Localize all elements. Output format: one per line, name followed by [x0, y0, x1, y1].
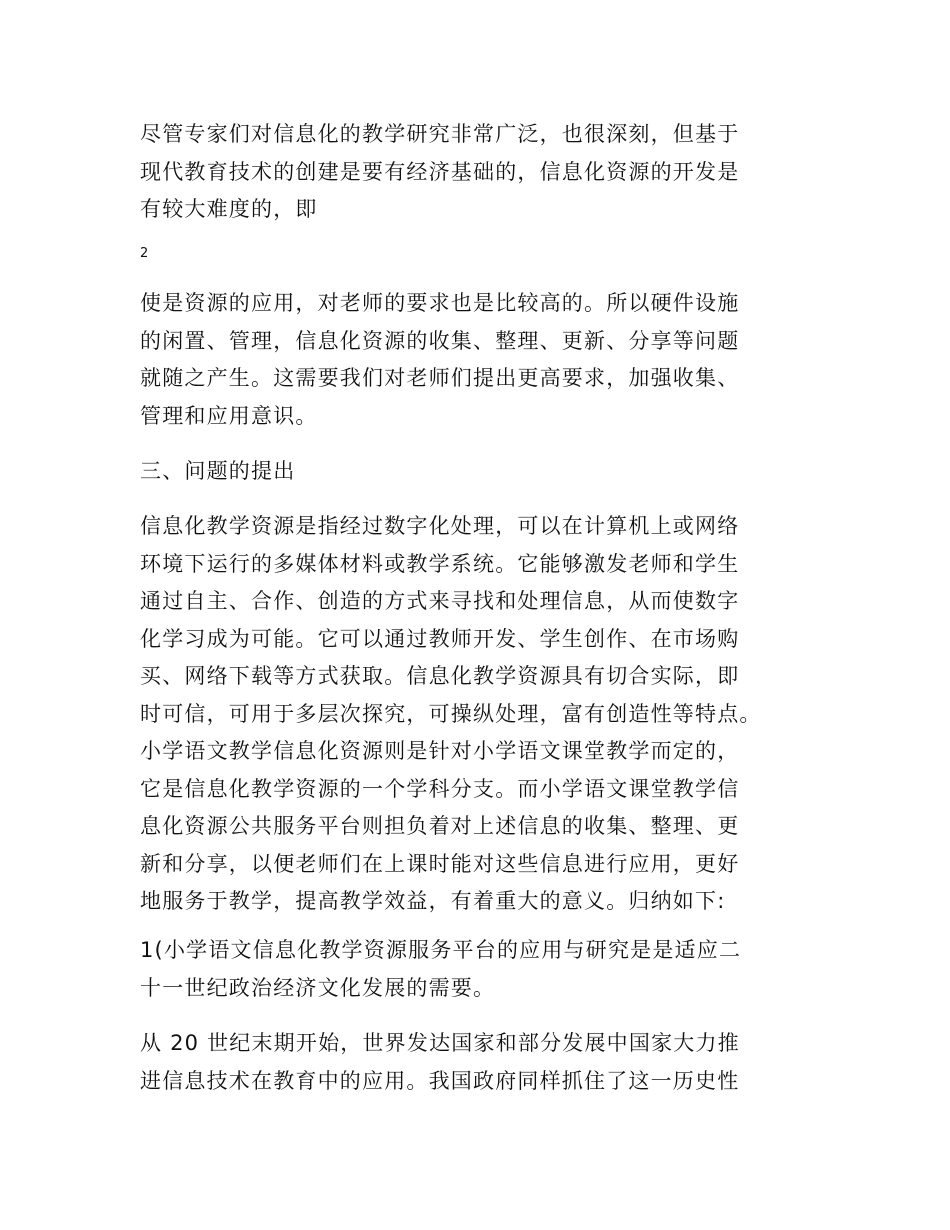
text-line: 新和分享，以便老师们在上课时能对这些信息进行应用，更好 — [140, 851, 740, 876]
text-line: 时可信，可用于多层次探究，可操纵处理，富有创造性等特点。 — [140, 701, 762, 726]
text-line: 从 20 世纪末期开始，世界发达国家和部分发展中国家大力推 — [140, 1031, 740, 1055]
paragraph-4 — [140, 932, 830, 1007]
page-number: 2 — [140, 246, 149, 261]
text-line: 十一世纪政治经济文化发展的需要。 — [140, 975, 496, 1000]
text-line: 它是信息化教学资源的一个学科分支。而小学语文课堂教学信 — [140, 776, 740, 801]
text-line: 信息化教学资源是指经过数字化处理，可以在计算机上或网络 — [140, 514, 740, 538]
text-line: 环境下运行的多媒体材料或教学系统。它能够激发老师和学生 — [140, 551, 740, 576]
paragraph-2 — [140, 285, 830, 435]
text-line: 地服务于教学，提高教学效益，有着重大的意义。归纳如下: — [140, 889, 726, 913]
paragraph-1 — [140, 116, 830, 229]
paragraph-3 — [140, 508, 830, 921]
text-line: 通过自主、合作、创造的方式来寻找和处理信息，从而使数字 — [140, 589, 740, 613]
text-line: 化学习成为可能。它可以通过教师开发、学生创作、在市场购 — [140, 626, 740, 651]
text-line: 尽管专家们对信息化的教学研究非常广泛，也很深刻，但基于 — [140, 122, 740, 146]
text-line: 进信息技术在教育中的应用。我国政府同样抓住了这一历史性 — [140, 1068, 740, 1093]
text-line: 买、网络下载等方式获取。信息化教学资源具有切合实际，即 — [140, 664, 740, 688]
section-heading: 三、问题的提出 — [140, 459, 296, 483]
text-line: 1(小学语文信息化教学资源服务平台的应用与研究是是适应二 — [140, 938, 742, 962]
text-line: 息化资源公共服务平台则担负着对上述信息的收集、整理、更 — [140, 814, 740, 838]
text-line: 使是资源的应用，对老师的要求也是比较高的。所以硬件设施 — [140, 291, 740, 315]
text-line: 小学语文教学信息化资源则是针对小学语文课堂教学而定的， — [140, 739, 740, 763]
text-line: 有较大难度的，即 — [140, 197, 318, 221]
text-line: 现代教育技术的创建是要有经济基础的，信息化资源的开发是 — [140, 159, 740, 184]
text-line: 管理和应用意识。 — [140, 403, 318, 428]
text-line: 的闲置、管理，信息化资源的收集、整理、更新、分享等问题 — [140, 328, 740, 353]
paragraph-5 — [140, 1025, 830, 1100]
text-line: 就随之产生。这需要我们对老师们提出更高要求，加强收集、 — [140, 366, 740, 390]
